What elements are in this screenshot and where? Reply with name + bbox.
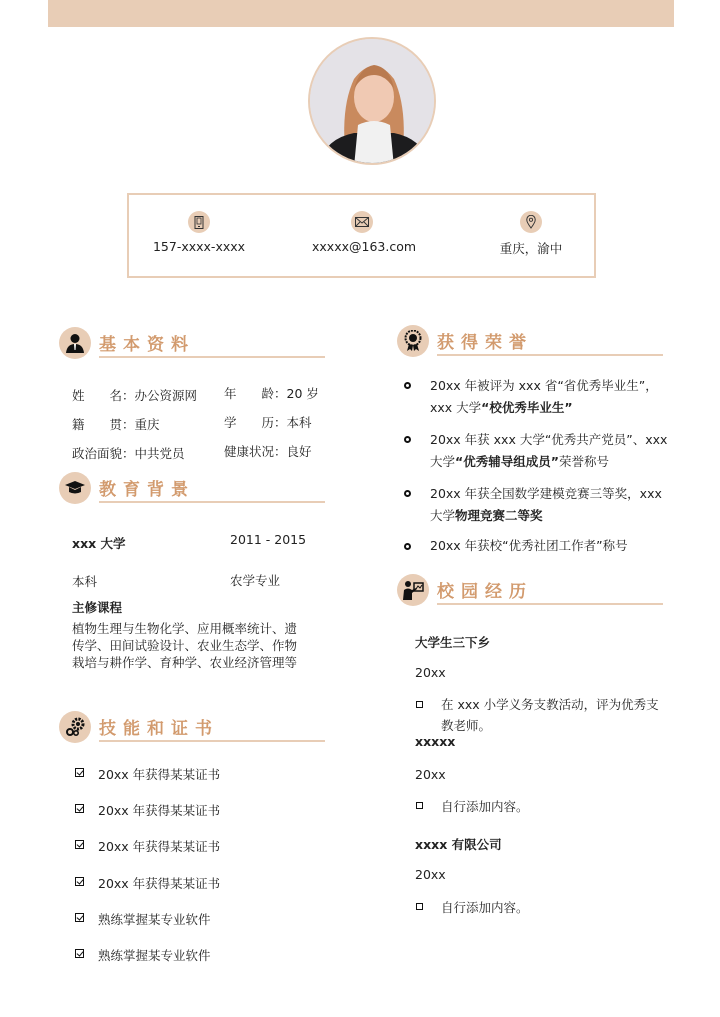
campus-desc: 自行添加内容。 — [441, 900, 529, 915]
list-item: 20xx 年获 xxx 大学“优秀共产党员”、xxx 大学“优秀辅导组成员”荣誉称号 — [430, 432, 668, 469]
checkbox-checked-icon — [75, 877, 84, 886]
presenter-icon — [397, 574, 429, 606]
info-political: 政治面貌：中共党员 — [72, 446, 185, 461]
bullet-square-icon — [416, 701, 423, 708]
edu-courses: 植物生理与生物化学、应用概率统计、遗传学、田间试验设计、农业生态学、作物栽培与耕作学、育种学、农业经济管理等 — [72, 621, 298, 670]
email-value[interactable]: xxxxx@163.com — [312, 239, 417, 254]
avatar — [308, 37, 436, 165]
portrait-photo — [310, 39, 436, 165]
location-value: 重庆，渝中 — [499, 241, 563, 256]
contact-location — [481, 211, 581, 257]
section-campus — [397, 574, 667, 608]
award-medal-icon — [397, 325, 429, 357]
bullet-circle-icon — [404, 543, 411, 550]
person-icon — [59, 327, 91, 359]
bullet-circle-icon — [404, 382, 411, 389]
section-title: 技能和证书 — [99, 719, 219, 739]
campus-desc: 在 xxx 小学义务支教活动，评为优秀支教老师。 — [441, 697, 659, 733]
location-pin-icon — [520, 211, 542, 233]
gears-icon — [59, 711, 91, 743]
header-band — [48, 0, 674, 27]
contact-box — [127, 193, 596, 278]
bullet-square-icon — [416, 903, 423, 910]
contact-phone — [149, 211, 249, 254]
info-hometown: 籍 贯：重庆 — [72, 417, 160, 432]
edu-courses-label: 主修课程 — [72, 600, 123, 615]
info-education: 学 历：本科 — [224, 415, 312, 430]
info-health: 健康状况：良好 — [224, 444, 312, 459]
campus-year: 20xx — [415, 867, 446, 882]
bullet-square-icon — [416, 802, 423, 809]
section-title: 教育背景 — [99, 480, 195, 500]
section-skills — [59, 711, 329, 745]
campus-org: xxxxx — [415, 734, 456, 749]
section-title: 获得荣誉 — [437, 333, 533, 353]
section-honors — [397, 325, 667, 359]
edu-years: 2011 - 2015 — [230, 532, 307, 547]
edu-degree: 本科 — [72, 574, 98, 589]
phone-icon — [188, 211, 210, 233]
section-basic-info — [59, 327, 329, 361]
section-divider — [437, 354, 663, 356]
section-divider — [99, 740, 325, 742]
checkbox-checked-icon — [75, 949, 84, 958]
section-divider — [437, 603, 663, 605]
info-age: 年 龄：20 岁 — [224, 386, 319, 401]
info-name: 姓 名：办公资源网 — [72, 388, 198, 403]
section-education — [59, 472, 329, 506]
bullet-circle-icon — [404, 436, 411, 443]
section-divider — [99, 356, 325, 358]
list-item: 20xx 年获校“优秀社团工作者”称号 — [430, 538, 628, 553]
campus-org: xxxx 有限公司 — [415, 837, 502, 852]
checkbox-checked-icon — [75, 913, 84, 922]
section-title: 校园经历 — [437, 582, 533, 602]
checkbox-checked-icon — [75, 804, 84, 813]
edu-major: 农学专业 — [230, 573, 281, 588]
campus-year: 20xx — [415, 767, 446, 782]
contact-email — [312, 211, 417, 254]
bullet-circle-icon — [404, 490, 411, 497]
section-title: 基本资料 — [99, 335, 195, 355]
section-divider — [99, 501, 325, 503]
list-item: 20xx 年被评为 xxx 省“省优秀毕业生”，xxx 大学“校优秀毕业生” — [430, 378, 658, 415]
edu-school: xxx 大学 — [72, 536, 126, 551]
checkbox-checked-icon — [75, 768, 84, 777]
list-item: 20xx 年获全国数学建模竞赛三等奖，xxx 大学物理竞赛二等奖 — [430, 486, 662, 523]
campus-year: 20xx — [415, 665, 446, 680]
phone-value[interactable]: 157-xxxx-xxxx — [152, 239, 246, 254]
checkbox-checked-icon — [75, 840, 84, 849]
mail-icon — [351, 211, 373, 233]
campus-org: 大学生三下乡 — [415, 635, 491, 650]
campus-desc: 自行添加内容。 — [441, 799, 529, 814]
graduation-cap-icon — [59, 472, 91, 504]
